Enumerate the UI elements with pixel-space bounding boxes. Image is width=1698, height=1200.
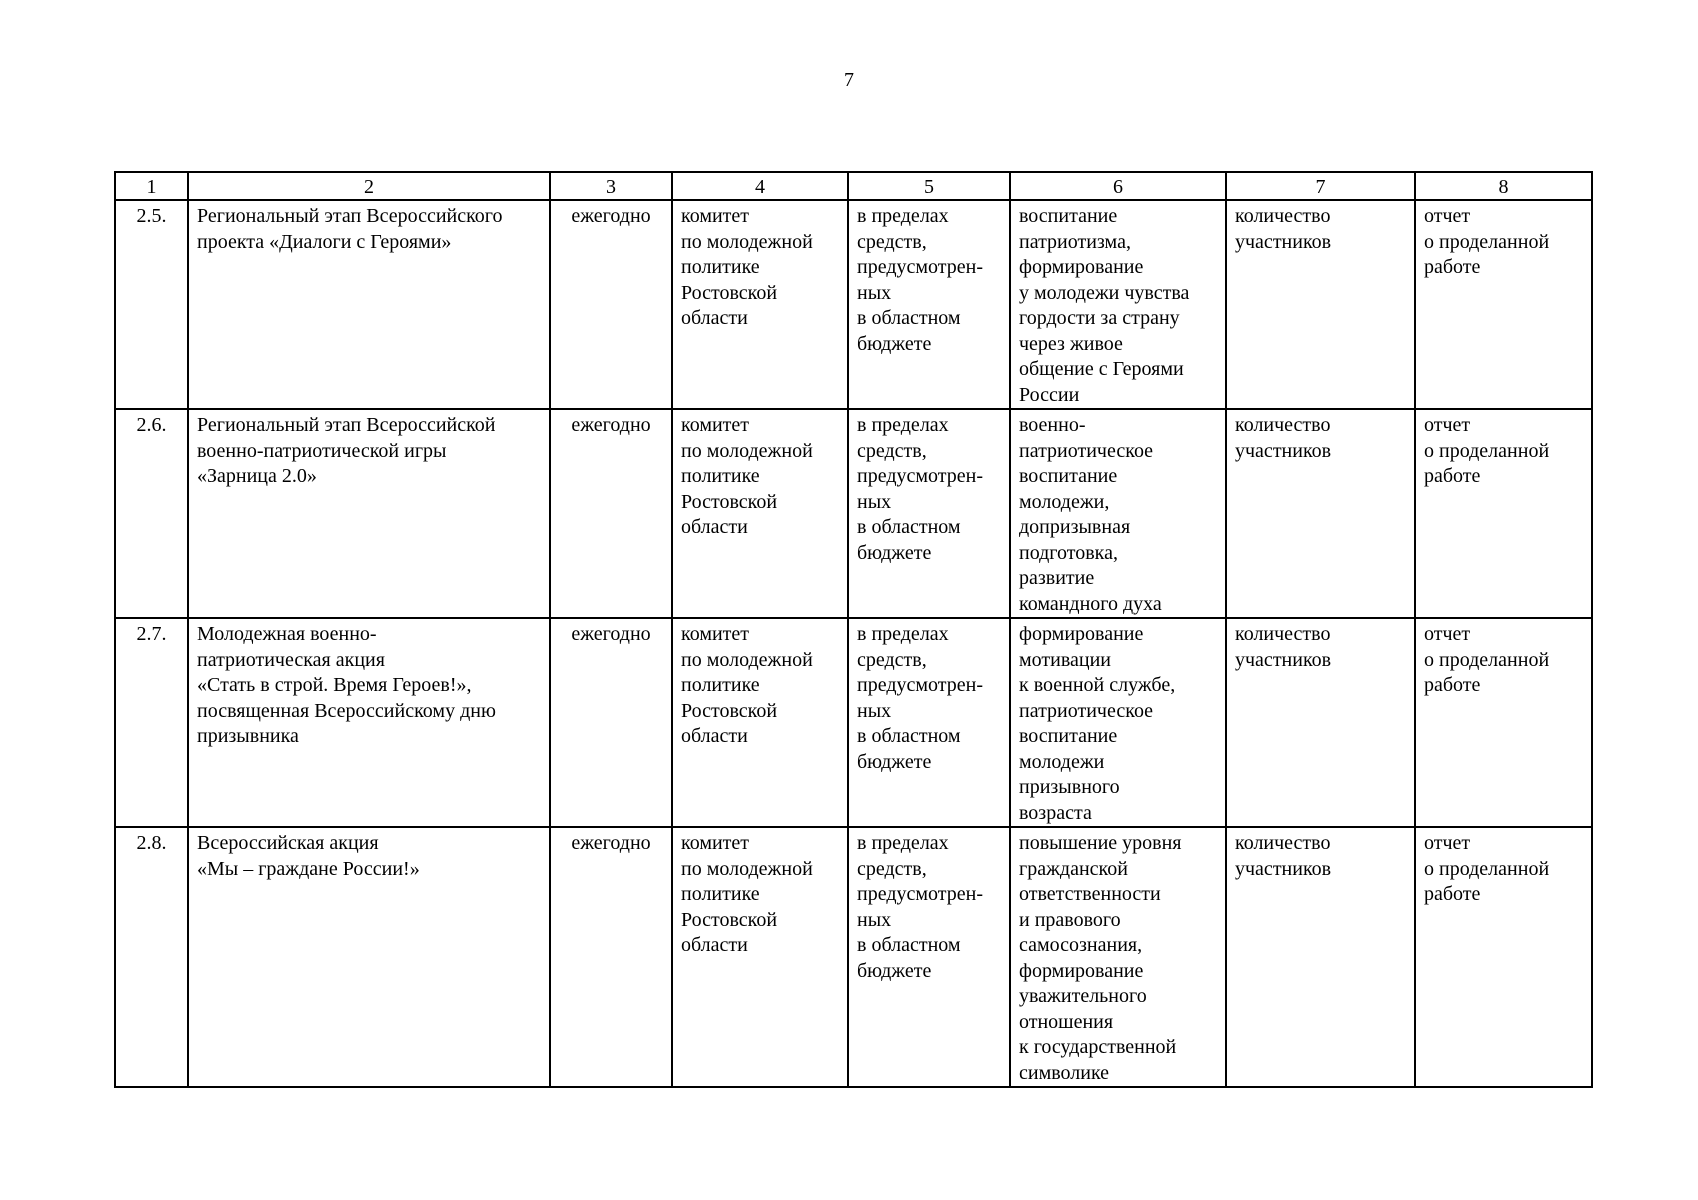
column-header-8: 8 — [1415, 172, 1592, 200]
indicator-cell — [1226, 409, 1415, 618]
event-text: Молодежная военно- патриотическая акция «Стать в строй. Время Героев!», посвященная Всероссийскому дню призывника — [197, 623, 496, 747]
result-cell — [1010, 827, 1226, 1087]
page-number: 7 — [844, 69, 854, 91]
funding-text: в пределах средств, предусмотрен- ных в областном бюджете — [857, 623, 983, 773]
funding-cell — [848, 200, 1010, 409]
reporting-cell — [1415, 827, 1592, 1087]
column-header-1: 1 — [115, 172, 188, 200]
column-header-2: 2 — [188, 172, 550, 200]
table-row — [115, 827, 1592, 1087]
period-text: ежегодно — [571, 832, 651, 854]
column-header-3: 3 — [550, 172, 672, 200]
reporting-cell — [1415, 409, 1592, 618]
table-row — [115, 200, 1592, 409]
period-cell — [550, 200, 672, 409]
row-number — [115, 409, 188, 618]
reporting-text: отчет о проделанной работе — [1424, 205, 1550, 278]
indicator-text: количество участников — [1235, 414, 1332, 462]
column-header-5: 5 — [848, 172, 1010, 200]
indicator-cell — [1226, 618, 1415, 827]
column-header-7: 7 — [1226, 172, 1415, 200]
responsible-cell — [672, 618, 848, 827]
period-cell — [550, 409, 672, 618]
header-row — [115, 172, 1592, 200]
event-cell — [188, 618, 550, 827]
row-number — [115, 200, 188, 409]
funding-text: в пределах средств, предусмотрен- ных в областном бюджете — [857, 414, 983, 564]
row-number — [115, 827, 188, 1087]
table-body — [115, 200, 1592, 1087]
reporting-text: отчет о проделанной работе — [1424, 414, 1550, 487]
event-text: Всероссийская акция «Мы – граждане России!» — [197, 832, 420, 880]
responsible-text: комитет по молодежной политике Ростовской области — [681, 832, 813, 956]
table-row — [115, 618, 1592, 827]
period-text: ежегодно — [571, 623, 651, 645]
event-cell — [188, 827, 550, 1087]
event-text: Региональный этап Всероссийского проекта «Диалоги с Героями» — [197, 205, 503, 253]
period-cell — [550, 827, 672, 1087]
indicator-text: количество участников — [1235, 832, 1332, 880]
table-header — [115, 172, 1592, 200]
period-text: ежегодно — [571, 414, 651, 436]
period-text: ежегодно — [571, 205, 651, 227]
row-number — [115, 618, 188, 827]
table-row — [115, 409, 1592, 618]
responsible-text: комитет по молодежной политике Ростовской области — [681, 623, 813, 747]
row-number-text: 2.5. — [136, 205, 167, 227]
indicator-text: количество участников — [1235, 623, 1332, 671]
result-text: повышение уровня гражданской ответственности и правового самосознания, формирование уважительного отношения к государственной символике — [1019, 832, 1182, 1084]
plan-table — [114, 171, 1593, 1088]
period-cell — [550, 618, 672, 827]
funding-cell — [848, 618, 1010, 827]
event-cell — [188, 200, 550, 409]
column-header-6: 6 — [1010, 172, 1226, 200]
result-text: воспитание патриотизма, формирование у молодежи чувства гордости за страну через живое общение с Героями России — [1019, 205, 1190, 406]
responsible-text: комитет по молодежной политике Ростовской области — [681, 205, 813, 329]
funding-cell — [848, 827, 1010, 1087]
responsible-cell — [672, 409, 848, 618]
indicator-text: количество участников — [1235, 205, 1332, 253]
result-cell — [1010, 409, 1226, 618]
reporting-cell — [1415, 618, 1592, 827]
indicator-cell — [1226, 200, 1415, 409]
result-cell — [1010, 618, 1226, 827]
responsible-cell — [672, 827, 848, 1087]
event-text: Региональный этап Всероссийской военно-патриотической игры «Зарница 2.0» — [197, 414, 496, 487]
reporting-text: отчет о проделанной работе — [1424, 623, 1550, 696]
responsible-text: комитет по молодежной политике Ростовской области — [681, 414, 813, 538]
column-header-4: 4 — [672, 172, 848, 200]
reporting-text: отчет о проделанной работе — [1424, 832, 1550, 905]
result-text: военно- патриотическое воспитание молодежи, допризывная подготовка, развитие командного духа — [1019, 414, 1162, 615]
funding-cell — [848, 409, 1010, 618]
responsible-cell — [672, 200, 848, 409]
indicator-cell — [1226, 827, 1415, 1087]
row-number-text: 2.6. — [136, 414, 167, 436]
result-cell — [1010, 200, 1226, 409]
funding-text: в пределах средств, предусмотрен- ных в областном бюджете — [857, 832, 983, 982]
row-number-text: 2.7. — [136, 623, 167, 645]
reporting-cell — [1415, 200, 1592, 409]
event-cell — [188, 409, 550, 618]
result-text: формирование мотивации к военной службе, патриотическое воспитание молодежи призывного возраста — [1019, 623, 1176, 824]
funding-text: в пределах средств, предусмотрен- ных в областном бюджете — [857, 205, 983, 355]
row-number-text: 2.8. — [136, 832, 167, 854]
